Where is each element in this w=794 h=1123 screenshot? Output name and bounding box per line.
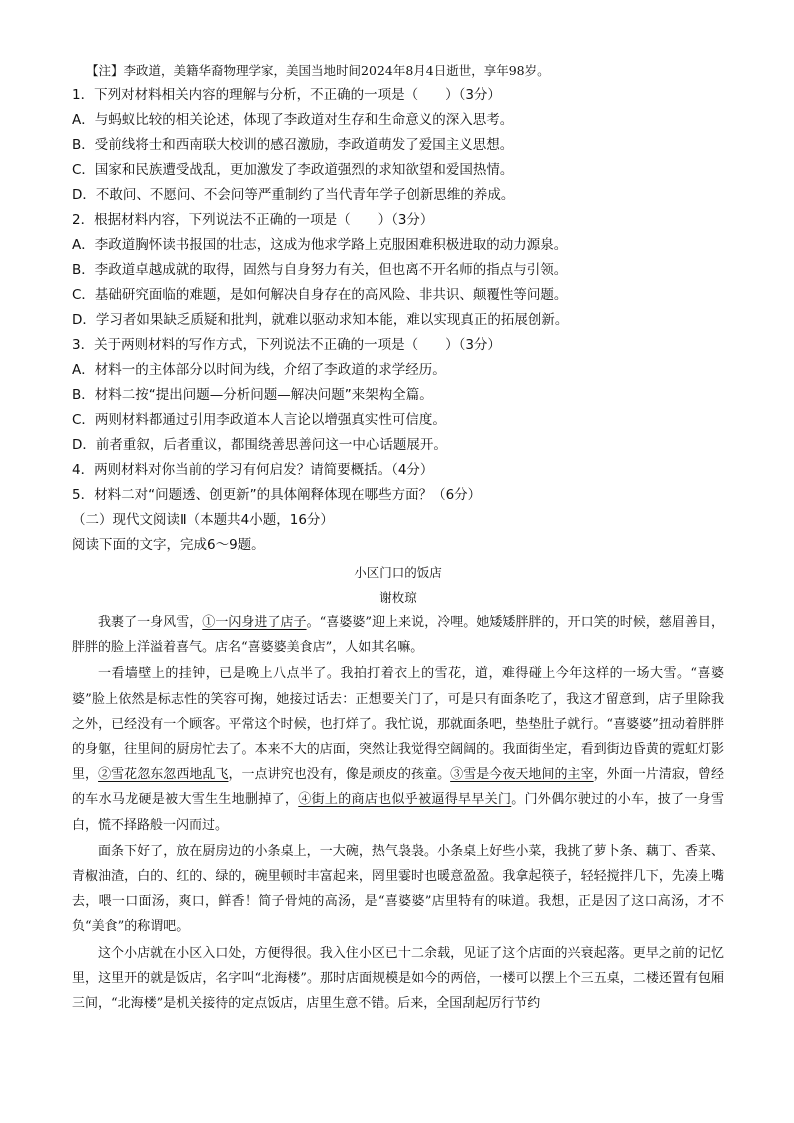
p1-text-c: 。“喜婆婆”迎上来说，冷哩。她矮矮胖胖的，开口笑的时候，慈眉善目，胖胖的脸上洋溢着喜气。店名“喜婆婆美食店”，人如其名嘛。	[72, 615, 724, 656]
story-author: 谢枚琼	[379, 590, 417, 605]
question-1-option-b: B．受前线将士和西南联大校训的感召激励，李政道萌发了爱国主义思想。	[72, 137, 514, 153]
story-paragraph-1	[72, 610, 724, 660]
p2-text-c: ，一点讲究也没有，像是顽皮的孩童。	[228, 767, 451, 783]
question-2-option-d: D．学习者如果缺乏质疑和批判，就难以驱动求知本能，难以实现真正的拓展创新。	[72, 312, 569, 328]
story-paragraph-4: 这个小店就在小区入口处，方便得很。我入住小区已十二余载，见证了这个店面的兴衰起落。更早之前的记忆里，这里开的就是饭店，名字叫“北海楼”。那时店面规模是如今的两倍，一楼可以摆上个三五桌，二楼还置有包厢三间，“北海楼”是机关接待的定点饭店，店里生意不错。后来，全国刮起厉行节约	[72, 945, 724, 1012]
question-5: 5．材料二对“问题透、创更新”的具体阐释体现在哪些方面？（6分）	[72, 487, 482, 503]
underlined-sentence-3: ③雪是今夜天地间的主宰	[450, 767, 594, 783]
section-heading: （二）现代文阅读Ⅱ（本题共4小题，16分）	[72, 512, 334, 528]
underlined-sentence-4: ④街上的商店也似乎被逼得早早关门	[298, 792, 512, 808]
story-paragraph-3: 面条下好了，放在厨房边的小条桌上，一大碗，热气袅袅。小条桌上好些小菜，我挑了萝卜条、藕丁、香菜、青椒油渣，白的、红的、绿的，碗里顿时丰富起来，罔里霎时也暖意盈盈。我拿起筷子，轻轻搅拌几下，先凑上嘴去，喂一口面汤，爽口，鲜香！简子骨炖的高汤，是“喜婆婆”店里特有的味道。我想，正是因了这口高汤，才不负“美食”的称谓吧。	[72, 843, 724, 935]
question-2-stem: 2．根据材料内容，下列说法不正确的一项是（ ）（3分）	[72, 212, 434, 228]
question-3-option-c: C．两则材料都通过引用李政道本人言论以增强真实性可信度。	[72, 412, 446, 428]
question-2-option-c: C．基础研究面临的难题，是如何解决自身存在的高风险、非共识、颠覆性等问题。	[72, 287, 568, 303]
question-1-option-d: D．不敢问、不愿问、不会问等严重制约了当代青年学子创新思维的养成。	[72, 187, 515, 203]
question-1-option-a: A．与蚂蚁比较的相关论述，体现了李政道对生存和生命意义的深入思考。	[72, 112, 514, 128]
question-2-option-a: A．李政道胸怀读书报国的壮志，这成为他求学路上克服困难积极进取的动力源泉。	[72, 237, 568, 253]
p2-text-g: 。门外偶尔驶过的小车，披了一身雪白，慌不择路般一闪而过。	[72, 792, 724, 833]
underlined-sentence-2: ②雪花忽东忽西地乱飞	[98, 767, 229, 783]
page-content	[72, 58, 724, 1017]
question-4: 4．两则材料对你当前的学习有何启发？请简要概括。（4分）	[72, 462, 434, 478]
question-3-option-d: D．前者重叙，后者重议，都围绕善思善问这一中心话题展开。	[72, 437, 447, 453]
question-1-option-c: C．国家和民族遭受战乱，更加激发了李政道强烈的求知欲望和爱国热情。	[72, 162, 514, 178]
story-paragraph-2	[72, 661, 724, 837]
reading-instruction: 阅读下面的文字，完成6～9题。	[72, 537, 265, 553]
story-title: 小区门口的饭店	[354, 565, 442, 580]
annotation-note: 【注】李政道，美籍华裔物理学家，美国当地时间2024年8月4日逝世，享年98岁。	[86, 63, 550, 78]
question-3-stem: 3．关于两则材料的写作方式，下列说法不正确的一项是（ ）（3分）	[72, 337, 501, 353]
underlined-sentence-1: ①一闪身进了店子	[202, 615, 307, 630]
p1-text-a: 我裹了一身风雪，	[98, 615, 203, 630]
question-3-option-b: B．材料二按“提出问题—分析问题—解决问题”来架构全篇。	[72, 387, 433, 403]
question-1-stem: 1．下列对材料相关内容的理解与分析，不正确的一项是（ ）（3分）	[72, 87, 501, 103]
p2-text-e: ，外面一片清寂，曾经的车水马龙硬是被大雪生生地删掉了，	[72, 767, 724, 808]
question-2-option-b: B．李政道卓越成就的取得，固然与自身努力有关，但也离不开名师的指点与引领。	[72, 262, 568, 278]
p2-text-a: 一看墙壁上的挂钟，已是晚上八点半了。我拍打着衣上的雪花，道，难得碰上今年这样的一场大雪。“喜婆婆”脸上依然是标志性的笑容可掬，她接过话去：正想要关门了，可是只有面条吃了，我这才留意到，店子里除我之外，已经没有一个顾客。平常这个时候，也打烊了。我忙说，那就面条吧，垫垫肚子就行。“喜婆婆”扭动着胖胖的身躯，往里间的厨房忙去了。本来不大的店面，突然让我觉得空阔阔的。我面街坐定，看到街边昏黄的霓虹灯影里，	[72, 666, 724, 783]
question-3-option-a: A．材料一的主体部分以时间为线，介绍了李政道的求学经历。	[72, 362, 446, 378]
